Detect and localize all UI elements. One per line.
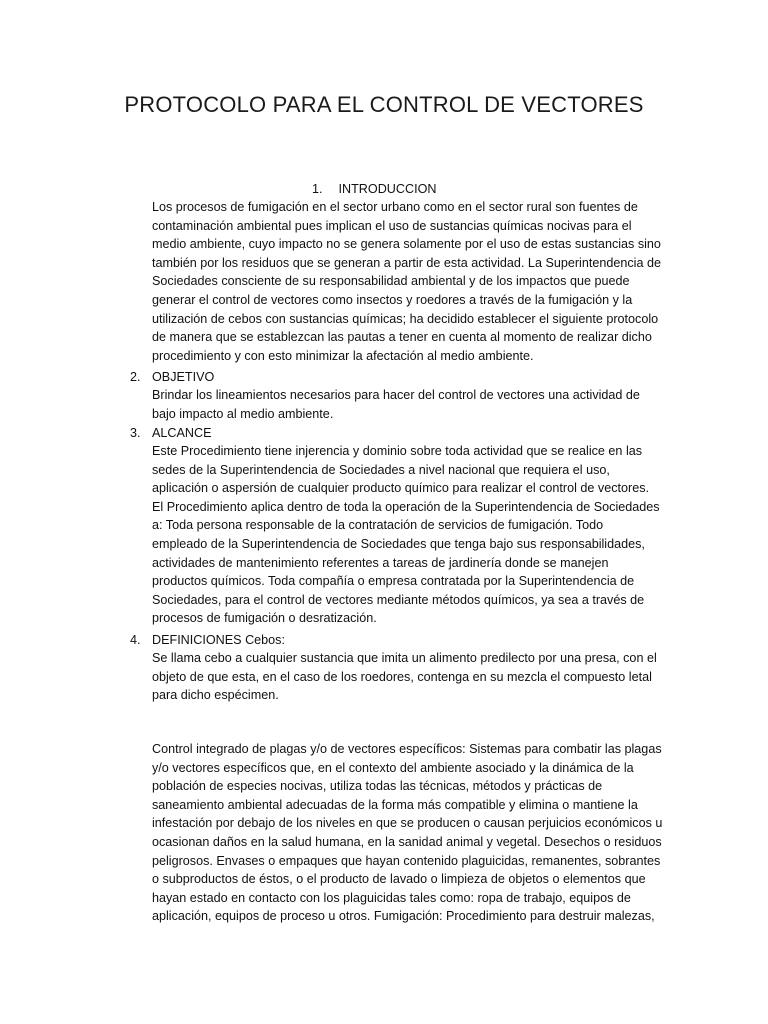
text-line: productos químicos. Toda compañía o empresa contratada por la Superintendencia de	[152, 574, 635, 589]
definitions-paragraph	[152, 740, 672, 926]
section-number: 4.	[130, 633, 141, 647]
alcance-paragraph	[152, 442, 672, 628]
text-line: Se llama cebo a cualquier sustancia que imita un alimento predilecto por una presa, con el	[152, 651, 657, 665]
section-heading-text: OBJETIVO	[152, 370, 215, 384]
text-line: sedes de la Superintendencia de Sociedades a nivel nacional que requiera el uso,	[152, 462, 610, 477]
text-line: generar el control de vectores como insectos y roedores a través de la fumigación y la	[152, 292, 633, 307]
text-line: bajo impacto al medio ambiente.	[152, 406, 334, 421]
text-line: procedimiento y con esto minimizar la afectación al medio ambiente.	[152, 348, 534, 363]
text-line: población de especies nocivas, utiliza todas las técnicas, métodos y prácticas de	[152, 779, 603, 794]
text-line: Este Procedimiento tiene injerencia y dominio sobre toda actividad que se realice en las	[152, 444, 643, 458]
text-line: aplicación, equipos de proceso u otros. Fumigación: Procedimiento para destruir malezas,	[152, 909, 655, 924]
text-line: objeto de que esta, en el caso de los roedores, contenga en su mezcla el compuesto letal	[152, 669, 652, 684]
text-line: Brindar los lineamientos necesarios para hacer del control de vectores una actividad de	[152, 388, 640, 402]
text-line: también por los residuos que se generan a partir de esta actividad. La Superintendencia de	[152, 255, 661, 270]
text-line: Sociedades, para el control de vectores mediante métodos químicos, ya sea a través de	[152, 592, 645, 607]
text-line: infestación por debajo de los niveles en que se producen o causan perjuicios económicos u	[152, 816, 663, 831]
section-number: 3.	[130, 426, 141, 440]
cebos-definition-paragraph	[152, 649, 672, 705]
text-line: o subproductos de éstos, o el producto de lavado o limpieza de objetos o elementos que	[152, 872, 646, 887]
text-line: Control integrado de plagas y/o de vectores específicos: Sistemas para combatir las plagas	[152, 742, 662, 756]
text-line: utilización de cebos con sustancias químicas; ha decidido establecer el siguiente protocolo	[152, 311, 659, 326]
section-heading-text: ALCANCE	[152, 426, 212, 440]
text-line: empleado de la Superintendencia de Sociedades que tenga bajo sus responsabilidades,	[152, 536, 645, 551]
text-line: ocasionan daños en la salud humana, en la sanidad animal y vegetal. Desechos o residuos	[152, 834, 662, 849]
section-heading-objetivo	[130, 368, 214, 387]
text-line: para dicho espécimen.	[152, 688, 279, 703]
text-line: hayan estado en contacto con los plaguicidas tales como: ropa de trabajo, equipos de	[152, 890, 631, 905]
text-line: Los procesos de fumigación en el sector urbano como en el sector rural son fuentes de	[152, 200, 638, 214]
text-line: procesos de fumigación o desratización.	[152, 611, 377, 626]
section-number: 1.	[312, 182, 323, 196]
section-number: 2.	[130, 370, 141, 384]
section-heading-alcance	[130, 424, 212, 443]
objetivo-paragraph	[152, 386, 672, 423]
document-title: PROTOCOLO PARA EL CONTROL DE VECTORES	[124, 92, 644, 117]
text-line: actividades de mantenimiento referentes a tareas de jardinería donde se manejen	[152, 555, 609, 570]
text-line: Sociedades consciente de su responsabilidad ambiental y de los impactos que puede	[152, 274, 630, 289]
text-line: y/o vectores específicos que, en el contexto del ambiente asociado y la dinámica de la	[152, 760, 634, 775]
text-line: contaminación ambiental pues implican el uso de sustancias químicas nocivas para el	[152, 218, 632, 233]
section-heading-text: DEFINICIONES Cebos:	[152, 633, 285, 647]
text-line: aplicación o aspersión de cualquier producto químico para realizar el control de vectores.	[152, 481, 650, 496]
section-heading-definiciones	[130, 631, 285, 650]
text-line: saneamiento ambiental adecuadas de la forma más compatible y elimina o mantiene la	[152, 797, 638, 812]
text-line: medio ambiente, cuyo impacto no se genera solamente por el uso de estas sustancias sino	[152, 237, 661, 252]
text-line: peligrosos. Envases o empaques que hayan contenido plaguicidas, remanentes, sobrantes	[152, 853, 661, 868]
introduccion-paragraph	[152, 198, 672, 365]
section-heading-text: INTRODUCCION	[338, 182, 437, 196]
text-line: El Procedimiento aplica dentro de toda la operación de la Superintendencia de Sociedades	[152, 499, 660, 514]
section-heading-introduccion	[312, 180, 436, 199]
text-line: de manera que se establezcan las pautas a tener en cuenta al momento de realizar dicho	[152, 330, 652, 345]
text-line: a: Toda persona responsable de la contratación de servicios de fumigación. Todo	[152, 518, 604, 533]
